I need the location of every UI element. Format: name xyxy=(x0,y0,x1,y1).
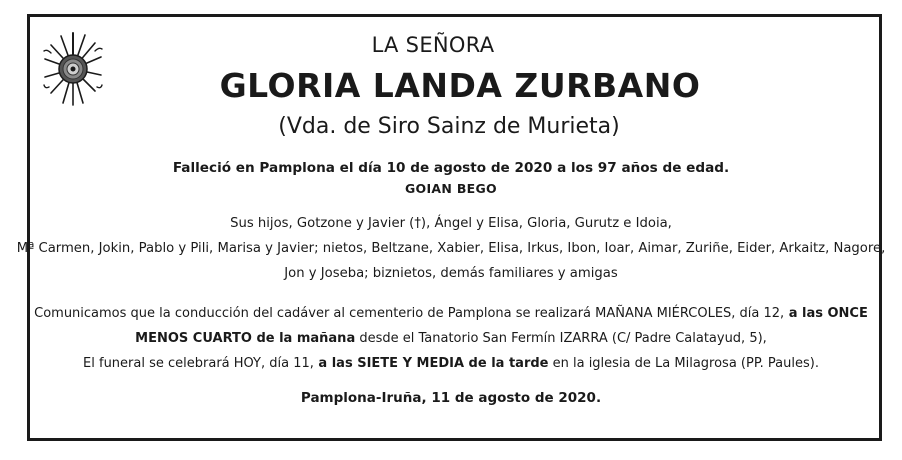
funeral-line xyxy=(0,356,902,371)
deceased-name: GLORIA LANDA ZURBANO xyxy=(219,66,701,105)
widow-of-line: (Vda. de Siro Sainz de Murieta) xyxy=(278,114,620,139)
farewell-line: GOIAN BEGO xyxy=(405,181,497,196)
funeral-place: en la iglesia de La Milagrosa (PP. Paules). xyxy=(548,356,819,371)
funeral-time: a las SIETE Y MEDIA de la tarde xyxy=(313,356,549,371)
place-date-signoff: Pamplona-Iruña, 11 de agosto de 2020. xyxy=(300,390,602,406)
conduction-line-2 xyxy=(0,331,902,346)
death-line: Falleció en Pamplona el día 10 de agosto de 2020 a los 97 años de edad. xyxy=(172,160,730,176)
conduction-time-start: a las ONCE xyxy=(784,306,868,321)
family-line-1: Sus hijos, Gotzone y Javier (†), Ángel y Elisa, Gloria, Gurutz e Idoia, xyxy=(230,216,672,231)
funeral-text: El funeral se celebrará HOY, día 11, xyxy=(83,356,314,371)
conduction-time-end: MENOS CUARTO de la mañana xyxy=(135,331,356,346)
conduction-text: Comunicamos que la conducción del cadáver al cementerio de Pamplona se realizará MAÑANA MIÉRCOLES, día 12, xyxy=(34,306,785,321)
conduction-place: desde el Tanatorio San Fermín IZARRA (C/ Padre Calatayud, 5), xyxy=(355,331,767,346)
conduction-line-1 xyxy=(0,306,902,321)
family-line-3: Jon y Joseba; biznietos, demás familiares y amigas xyxy=(284,266,618,281)
intro-title: LA SEÑORA xyxy=(371,33,495,57)
family-line-2: Mª Carmen, Jokin, Pablo y Pili, Marisa y Javier; nietos, Beltzane, Xabier, Elisa, Irkus, Ibon, Ioar, Aimar, Zuriñe, Eider, Arkaitz, Nagore, xyxy=(16,241,886,256)
